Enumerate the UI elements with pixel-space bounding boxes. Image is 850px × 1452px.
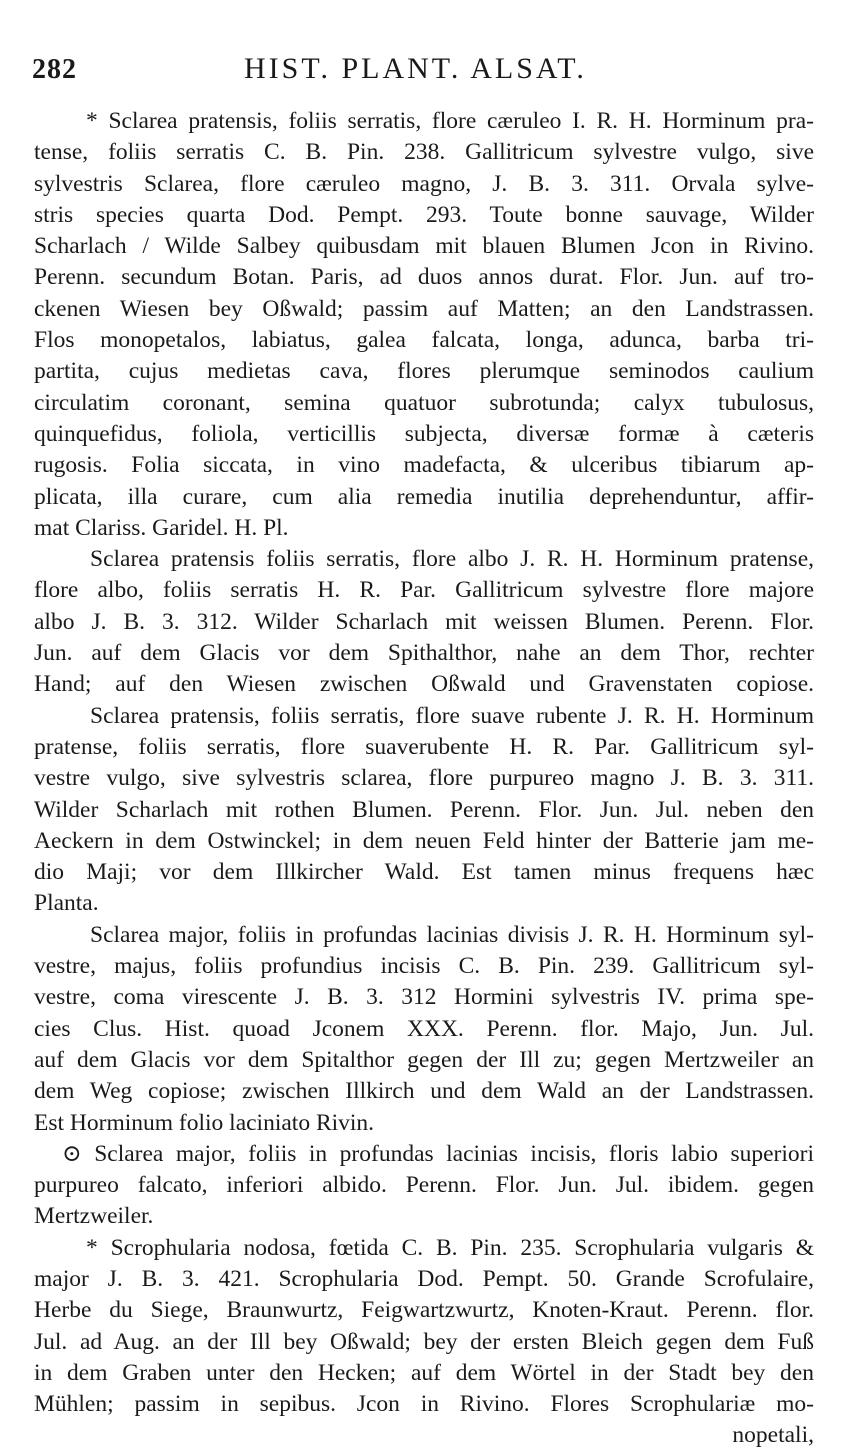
text-line: dio Maji; vor dem Illkircher Wald. Est tamen minus frequens hæc — [34, 859, 814, 886]
text-line: Est Horminum folio laciniato Rivin. — [34, 1109, 375, 1136]
text-line: ⊙ Sclarea major, foliis in profundas lacinias incisis, floris labio superiori — [62, 1140, 814, 1167]
text-line: partita, cujus medietas cava, flores plerumque seminodos caulium — [34, 358, 814, 385]
page-number: 282 — [32, 54, 77, 85]
text-line: sylvestris Sclarea, flore cæruleo magno, J. B. 3. 311. Orvala sylve- — [34, 170, 814, 197]
text-line: Aeckern in dem Ostwinckel; in dem neuen Feld hinter der Batterie jam me- — [34, 827, 814, 854]
text-line: dem Weg copiose; zwischen Illkirch und dem Wald an der Landstrassen. — [34, 1078, 814, 1105]
page-header — [32, 52, 822, 92]
text-line: stris species quarta Dod. Pempt. 293. Toute bonne sauvage, Wilder — [34, 201, 814, 228]
text-line: Scharlach / Wilde Salbey quibusdam mit blauen Blumen Jcon in Rivino. — [34, 233, 814, 260]
text-line: plicata, illa curare, cum alia remedia inutilia deprehenduntur, affir- — [34, 483, 814, 510]
text-line: cies Clus. Hist. quoad Jconem XXX. Perenn. flor. Majo, Jun. Jul. — [34, 1015, 814, 1042]
text-line: Mühlen; passim in sepibus. Jcon in Rivino. Flores Scrophulariæ mo- — [34, 1391, 814, 1418]
text-line: Planta. — [34, 890, 99, 917]
text-line: ckenen Wiesen bey Oßwald; passim auf Matten; an den Landstrassen. — [34, 295, 814, 322]
text-line: * Scrophularia nodosa, fœtida C. B. Pin. 235. Scrophularia vulgaris & — [86, 1234, 814, 1261]
text-line: flore albo, foliis serratis H. R. Par. Gallitricum sylvestre flore majore — [34, 577, 814, 604]
text-line: Mertzweiler. — [34, 1203, 154, 1230]
text-line: vestre, majus, foliis profundius incisis C. B. Pin. 239. Gallitricum syl- — [34, 953, 814, 980]
text-line: circulatim coronant, semina quatuor subrotunda; calyx tubulosus, — [34, 389, 814, 416]
text-line: mat Clariss. Garidel. H. Pl. — [34, 514, 289, 541]
text-line: quinquefidus, foliola, verticillis subjecta, diversæ formæ à cæteris — [34, 420, 814, 447]
text-line: Hand; auf den Wiesen zwischen Oßwald und Gravenstaten copiose. — [34, 671, 814, 698]
text-line: Flos monopetalos, labiatus, galea falcata, longa, adunca, barba tri- — [34, 327, 814, 354]
page-body — [34, 106, 814, 1452]
text-line: * Sclarea pratensis, foliis serratis, flore cæruleo I. R. H. Horminum pra- — [86, 108, 814, 134]
text-line: Sclarea pratensis foliis serratis, flore albo J. R. H. Horminum pratense, — [90, 546, 814, 573]
text-line: major J. B. 3. 421. Scrophularia Dod. Pempt. 50. Grande Scrofulaire, — [34, 1265, 814, 1292]
text-line: vestre, coma virescente J. B. 3. 312 Hormini sylvestris IV. prima spe- — [34, 984, 814, 1011]
text-line: rugosis. Folia siccata, in vino madefacta, & ulceribus tibiarum ap- — [34, 452, 814, 479]
text-line: Herbe du Siege, Braunwurtz, Feigwartzwurtz, Knoten-Kraut. Perenn. flor. — [34, 1297, 814, 1324]
text-line: nopetali, — [732, 1422, 814, 1449]
text-line: auf dem Glacis vor dem Spitalthor gegen der Ill zu; gegen Mertzweiler an — [34, 1046, 814, 1073]
text-line: pratense, foliis serratis, flore suaverubente H. R. Par. Gallitricum syl- — [34, 733, 814, 760]
text-line: vestre vulgo, sive sylvestris sclarea, flore purpureo magno J. B. 3. 311. — [34, 765, 814, 792]
text-line: Wilder Scharlach mit rothen Blumen. Perenn. Flor. Jun. Jul. neben den — [34, 796, 814, 823]
text-line: Sclarea major, foliis in profundas lacinias divisis J. R. H. Horminum syl- — [90, 921, 814, 948]
text-line: Perenn. secundum Botan. Paris, ad duos annos durat. Flor. Jun. auf tro- — [34, 264, 814, 291]
text-line: tense, foliis serratis C. B. Pin. 238. Gallitricum sylvestre vulgo, sive — [34, 139, 814, 166]
text-line: in dem Graben unter den Hecken; auf dem Wörtel in der Stadt bey den — [34, 1359, 814, 1386]
text-line: Jul. ad Aug. an der Ill bey Oßwald; bey der ersten Bleich gegen dem Fuß — [34, 1328, 814, 1355]
text-line: Jun. auf dem Glacis vor dem Spithalthor, nahe an dem Thor, rechter — [34, 640, 814, 667]
text-line: purpureo falcato, inferiori albido. Perenn. Flor. Jun. Jul. ibidem. gegen — [34, 1172, 814, 1199]
text-line: albo J. B. 3. 312. Wilder Scharlach mit weissen Blumen. Perenn. Flor. — [34, 608, 814, 635]
running-head: HIST. PLANT. ALSAT. — [244, 52, 587, 85]
text-line: Sclarea pratensis, foliis serratis, flore suave rubente J. R. H. Horminum — [90, 702, 814, 729]
